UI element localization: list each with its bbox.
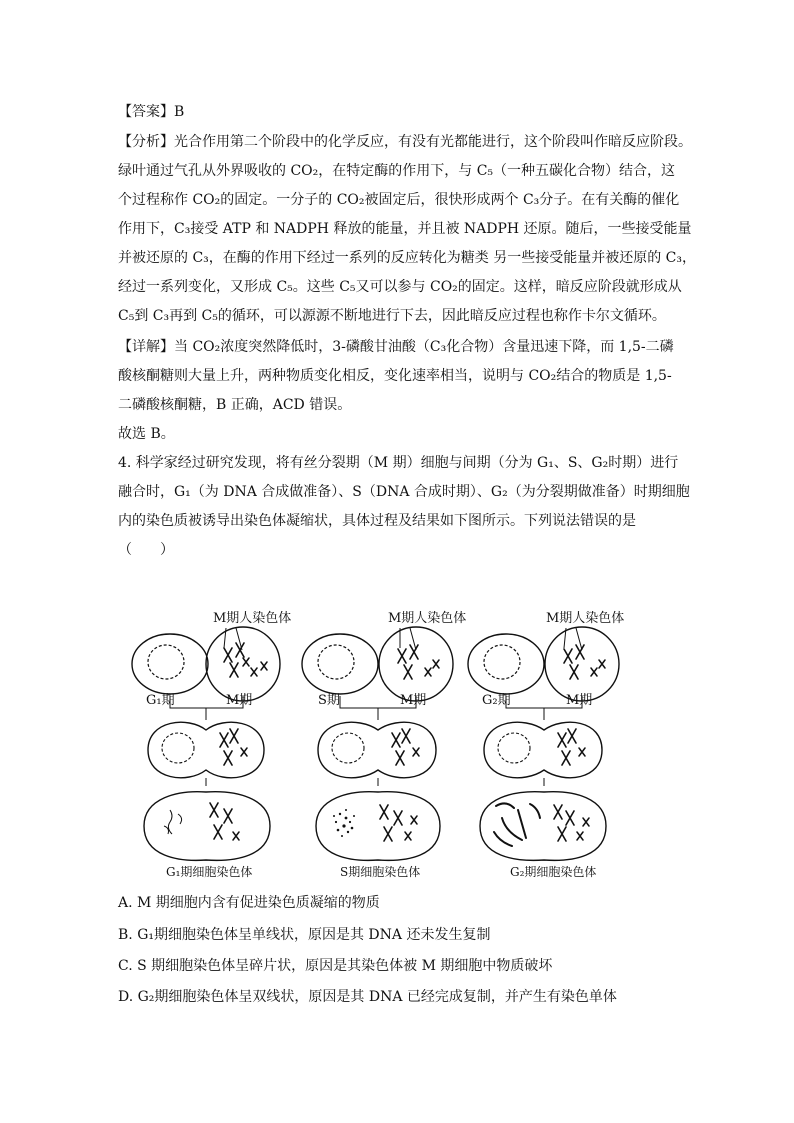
cell-fusion-diagram xyxy=(118,600,678,880)
g1-single-strand-chromatin xyxy=(164,810,182,834)
option-c: C. S 期细胞染色体呈碎片状，原因是其染色体被 M 期细胞中物质破坏 xyxy=(118,958,553,974)
question-line-4: （ ） xyxy=(118,542,174,558)
g1-cell xyxy=(132,634,208,694)
cell-fusion-figure xyxy=(118,600,678,880)
analysis-line-2: 绿叶通过气孔从外界吸收的 CO₂，在特定酶的作用下，与 C₅（一种五碳化合物）结合，这 xyxy=(118,163,676,179)
g1-fused-cell xyxy=(148,722,264,777)
answer-line: 【答案】B xyxy=(118,104,185,120)
s-fragmented-chromatin xyxy=(333,809,355,837)
panel-g2-left-label: G₂期 xyxy=(482,693,511,708)
m-cell-2 xyxy=(379,627,453,701)
analysis-line-3: 个过程称作 CO₂的固定。一分子的 CO₂被固定后，很快形成两个 C₃分子。在有关酶的催化 xyxy=(118,192,680,208)
g2-cell xyxy=(468,634,544,694)
option-a: A. M 期细胞内含有促进染色质凝缩的物质 xyxy=(118,895,380,911)
panel-g1-top-label: M期人染色体 xyxy=(213,611,292,626)
analysis-line-1: 【分析】光合作用第二个阶段中的化学反应，有没有光都能进行，这个阶段叫作暗反应阶段。 xyxy=(118,134,692,150)
detail-line-1: 【详解】当 CO₂浓度突然降低时，3-磷酸甘油酸（C₃化合物）含量迅速下降，而 1,5-二磷 xyxy=(118,339,674,355)
panel-s-left-label: S期 xyxy=(318,693,340,708)
panel-g2 xyxy=(468,610,624,879)
option-b: B. G₁期细胞染色体呈单线状，原因是其 DNA 还未发生复制 xyxy=(118,927,491,943)
panel-s-bottom-label: S期细胞染色体 xyxy=(340,865,421,879)
panel-g1-left-label: G₁期 xyxy=(146,693,175,708)
panel-g1-bottom-label: G₁期细胞染色体 xyxy=(166,865,253,879)
m-cell-1 xyxy=(206,627,280,701)
g1-nucleus xyxy=(148,645,184,679)
question-line-2: 融合时，G₁（为 DNA 合成做准备）、S（DNA 合成时期）、G₂（为分裂期做准备）时期细胞 xyxy=(118,484,690,500)
question-line-1: 4. 科学家经过研究发现，将有丝分裂期（M 期）细胞与间期（分为 G₁、S、G₂时期）进行 xyxy=(118,455,679,471)
g1-result-cell xyxy=(144,792,270,861)
g2-double-strand-chromatin xyxy=(494,803,540,846)
conclusion-line: 故选 B。 xyxy=(118,426,175,442)
panel-s-top-label: M期人染色体 xyxy=(388,611,467,626)
analysis-line-7: C₅到 C₃再到 C₅的循环，可以源源不断地进行下去，因此暗反应过程也称作卡尔文循环。 xyxy=(118,308,666,324)
g2-result-cell xyxy=(480,792,606,861)
s-result-cell xyxy=(316,792,440,861)
panel-g2-top-label: M期人染色体 xyxy=(546,611,625,626)
panel-g2-bottom-label: G₂期细胞染色体 xyxy=(510,865,597,879)
panel-s xyxy=(302,610,466,879)
panel-g1 xyxy=(132,610,291,879)
analysis-line-4: 作用下，C₃接受 ATP 和 NADPH 释放的能量，并且被 NADPH 还原。随后，一些接受能量 xyxy=(118,221,692,237)
question-line-3: 内的染色质被诱导出染色体凝缩状，具体过程及结果如下图所示。下列说法错误的是 xyxy=(118,513,636,529)
s-cell xyxy=(302,634,378,694)
option-d: D. G₂期细胞染色体呈双线状，原因是其 DNA 已经完成复制，并产生有染色单体 xyxy=(118,989,617,1005)
panel-g2-right-label: M期 xyxy=(566,693,593,708)
analysis-line-5: 并被还原的 C₃，在酶的作用下经过一系列的反应转化为糖类 另一些接受能量并被还原的 C₃， xyxy=(118,250,696,266)
detail-line-3: 二磷酸核酮糖，B 正确，ACD 错误。 xyxy=(118,397,352,413)
m-cell-3 xyxy=(545,627,619,701)
analysis-line-6: 经过一系列变化，又形成 C₅。这些 C₅又可以参与 CO₂的固定。这样，暗反应阶段就形成从 xyxy=(118,279,682,295)
detail-line-2: 酸核酮糖则大量上升，两种物质变化相反，变化速率相当，说明与 CO₂结合的物质是 1,5- xyxy=(118,368,672,384)
panel-g1-right-label: M期 xyxy=(226,693,253,708)
panel-s-right-label: M期 xyxy=(400,693,427,708)
